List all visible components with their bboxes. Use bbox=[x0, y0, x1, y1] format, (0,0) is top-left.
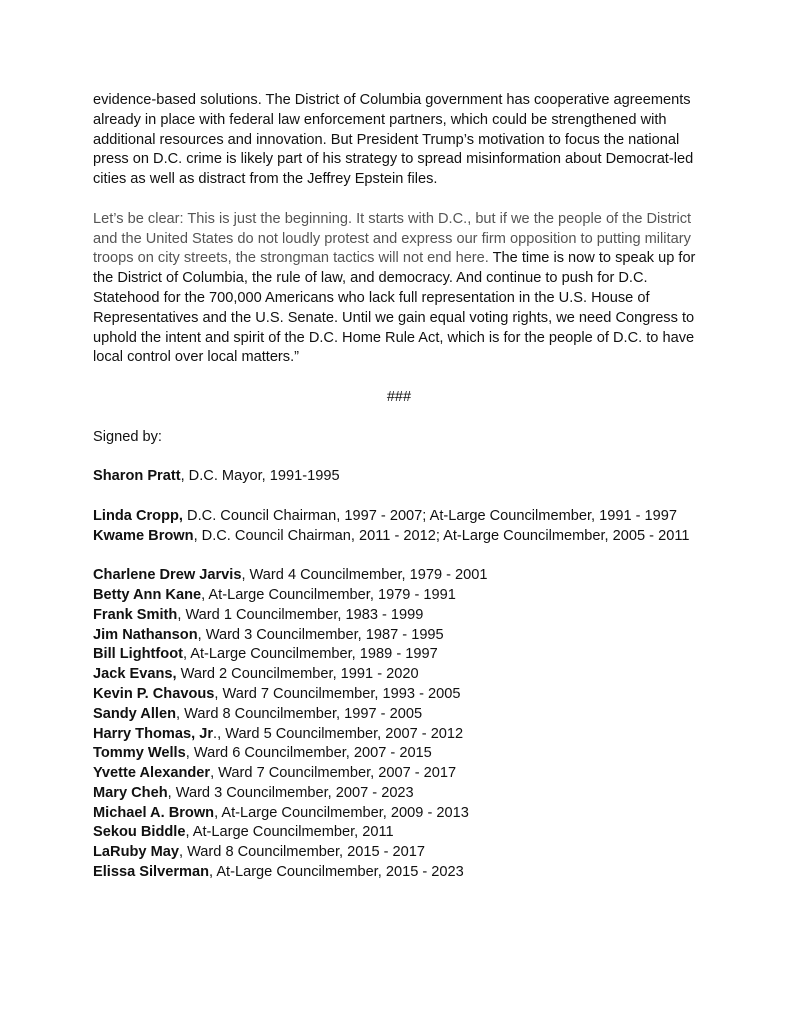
signer-name: Kwame Brown bbox=[93, 527, 194, 544]
signer-role: , Ward 1 Councilmember, 1983 - 1999 bbox=[177, 606, 424, 623]
signer-name: Linda Cropp, bbox=[93, 507, 183, 524]
signer-line bbox=[93, 507, 705, 527]
signer-line bbox=[93, 843, 705, 863]
signer-role: , Ward 7 Councilmember, 1993 - 2005 bbox=[214, 685, 461, 702]
signer-role: , Ward 3 Councilmember, 1987 - 1995 bbox=[197, 626, 444, 643]
section-separator: ### bbox=[386, 388, 412, 405]
body-paragraph-2 bbox=[93, 210, 705, 368]
signer-line bbox=[93, 645, 705, 665]
signer-role: , Ward 7 Councilmember, 2007 - 2017 bbox=[210, 765, 457, 782]
signer-name: Yvette Alexander bbox=[93, 765, 211, 782]
signer-name: Elissa Silverman bbox=[93, 864, 210, 881]
signer-line bbox=[93, 784, 705, 804]
signer-name: Michael A. Brown bbox=[93, 804, 215, 821]
signer-name: Sekou Biddle bbox=[93, 824, 186, 841]
body-paragraph-2-muted-text: Let’s be clear: This is just the beginning. It starts with D.C., but if we the people of the District and the United States do not loudly protest and express our firm opposition to putting military troops on city streets, the strongman tactics will not end here. bbox=[93, 210, 692, 267]
mayors-list bbox=[93, 467, 705, 487]
signer-role: , D.C. Mayor, 1991-1995 bbox=[180, 468, 340, 485]
signer-role: , Ward 8 Councilmember, 1997 - 2005 bbox=[176, 705, 423, 722]
signer-line bbox=[93, 527, 705, 547]
signer-name: Betty Ann Kane bbox=[93, 586, 202, 603]
signer-name: Sharon Pratt bbox=[93, 468, 181, 485]
signer-name: Mary Cheh bbox=[93, 784, 168, 801]
signer-role: , At-Large Councilmember, 1989 - 1997 bbox=[182, 646, 438, 663]
signer-role: D.C. Council Chairman, 1997 - 2007; At-Large Councilmember, 1991 - 1997 bbox=[183, 507, 678, 524]
signer-name: Harry Thomas, Jr bbox=[93, 725, 214, 742]
signer-name: Sandy Allen bbox=[93, 705, 176, 722]
signer-name: Bill Lightfoot bbox=[93, 646, 183, 663]
signer-name: LaRuby May bbox=[93, 844, 179, 861]
signer-line bbox=[93, 725, 705, 745]
signer-role: , Ward 4 Councilmember, 1979 - 2001 bbox=[241, 567, 488, 584]
signer-line bbox=[93, 626, 705, 646]
signer-role: ., Ward 5 Councilmember, 2007 - 2012 bbox=[213, 725, 464, 742]
signer-line bbox=[93, 566, 705, 586]
signer-name: Tommy Wells bbox=[93, 745, 186, 762]
document-page bbox=[93, 91, 705, 903]
signer-line bbox=[93, 705, 705, 725]
signer-line bbox=[93, 606, 705, 626]
signer-line bbox=[93, 586, 705, 606]
chairmen-list bbox=[93, 507, 705, 547]
signer-line bbox=[93, 744, 705, 764]
body-paragraph-2-text: The time is now to speak up for the District of Columbia, the rule of law, and democracy. And continue to push for D.C. Statehood for the 700,000 Americans who lack full representation in the U.S. House of Representatives and the U.S. Senate. Until we gain equal voting rights, we need Congress to uphold the intent and spirit of the D.C. Home Rule Act, which is for the people of D.C. to have local control over local matters.” bbox=[93, 250, 696, 366]
signer-role: , D.C. Council Chairman, 2011 - 2012; At-Large Councilmember, 2005 - 2011 bbox=[193, 527, 690, 544]
signer-line bbox=[93, 823, 705, 843]
signer-role: Ward 2 Councilmember, 1991 - 2020 bbox=[176, 666, 419, 683]
signer-name: Jim Nathanson bbox=[93, 626, 198, 643]
signer-line bbox=[93, 665, 705, 685]
councilmembers-list bbox=[93, 566, 705, 883]
signed-by-heading: Signed by: bbox=[93, 428, 162, 445]
signer-name: Charlene Drew Jarvis bbox=[93, 567, 242, 584]
body-paragraph-1: evidence-based solutions. The District of Columbia government has cooperative agreements already in place with federal law enforcement partners, which could be strengthened with additional resources and innovation. But President Trump’s motivation to focus the national press on D.C. crime is likely part of his strategy to spread misinformation about Democrat-led cities as well as distract from the Jeffrey Epstein files. bbox=[93, 92, 694, 188]
signer-role: , Ward 3 Councilmember, 2007 - 2023 bbox=[167, 784, 414, 801]
signer-line bbox=[93, 467, 705, 487]
signer-role: , At-Large Councilmember, 2015 - 2023 bbox=[209, 864, 464, 881]
signer-name: Frank Smith bbox=[93, 606, 178, 623]
signer-role: , At-Large Councilmember, 2011 bbox=[185, 824, 394, 841]
signer-role: , Ward 8 Councilmember, 2015 - 2017 bbox=[178, 844, 426, 861]
signer-role: , Ward 6 Councilmember, 2007 - 2015 bbox=[185, 745, 432, 762]
signer-role: , At-Large Councilmember, 2009 - 2013 bbox=[214, 804, 469, 821]
signer-role: , At-Large Councilmember, 1979 - 1991 bbox=[201, 586, 456, 603]
signer-line bbox=[93, 863, 705, 883]
signer-line bbox=[93, 685, 705, 705]
signer-name: Kevin P. Chavous bbox=[93, 685, 215, 702]
signer-line bbox=[93, 804, 705, 824]
signer-name: Jack Evans, bbox=[93, 666, 177, 683]
signer-line bbox=[93, 764, 705, 784]
